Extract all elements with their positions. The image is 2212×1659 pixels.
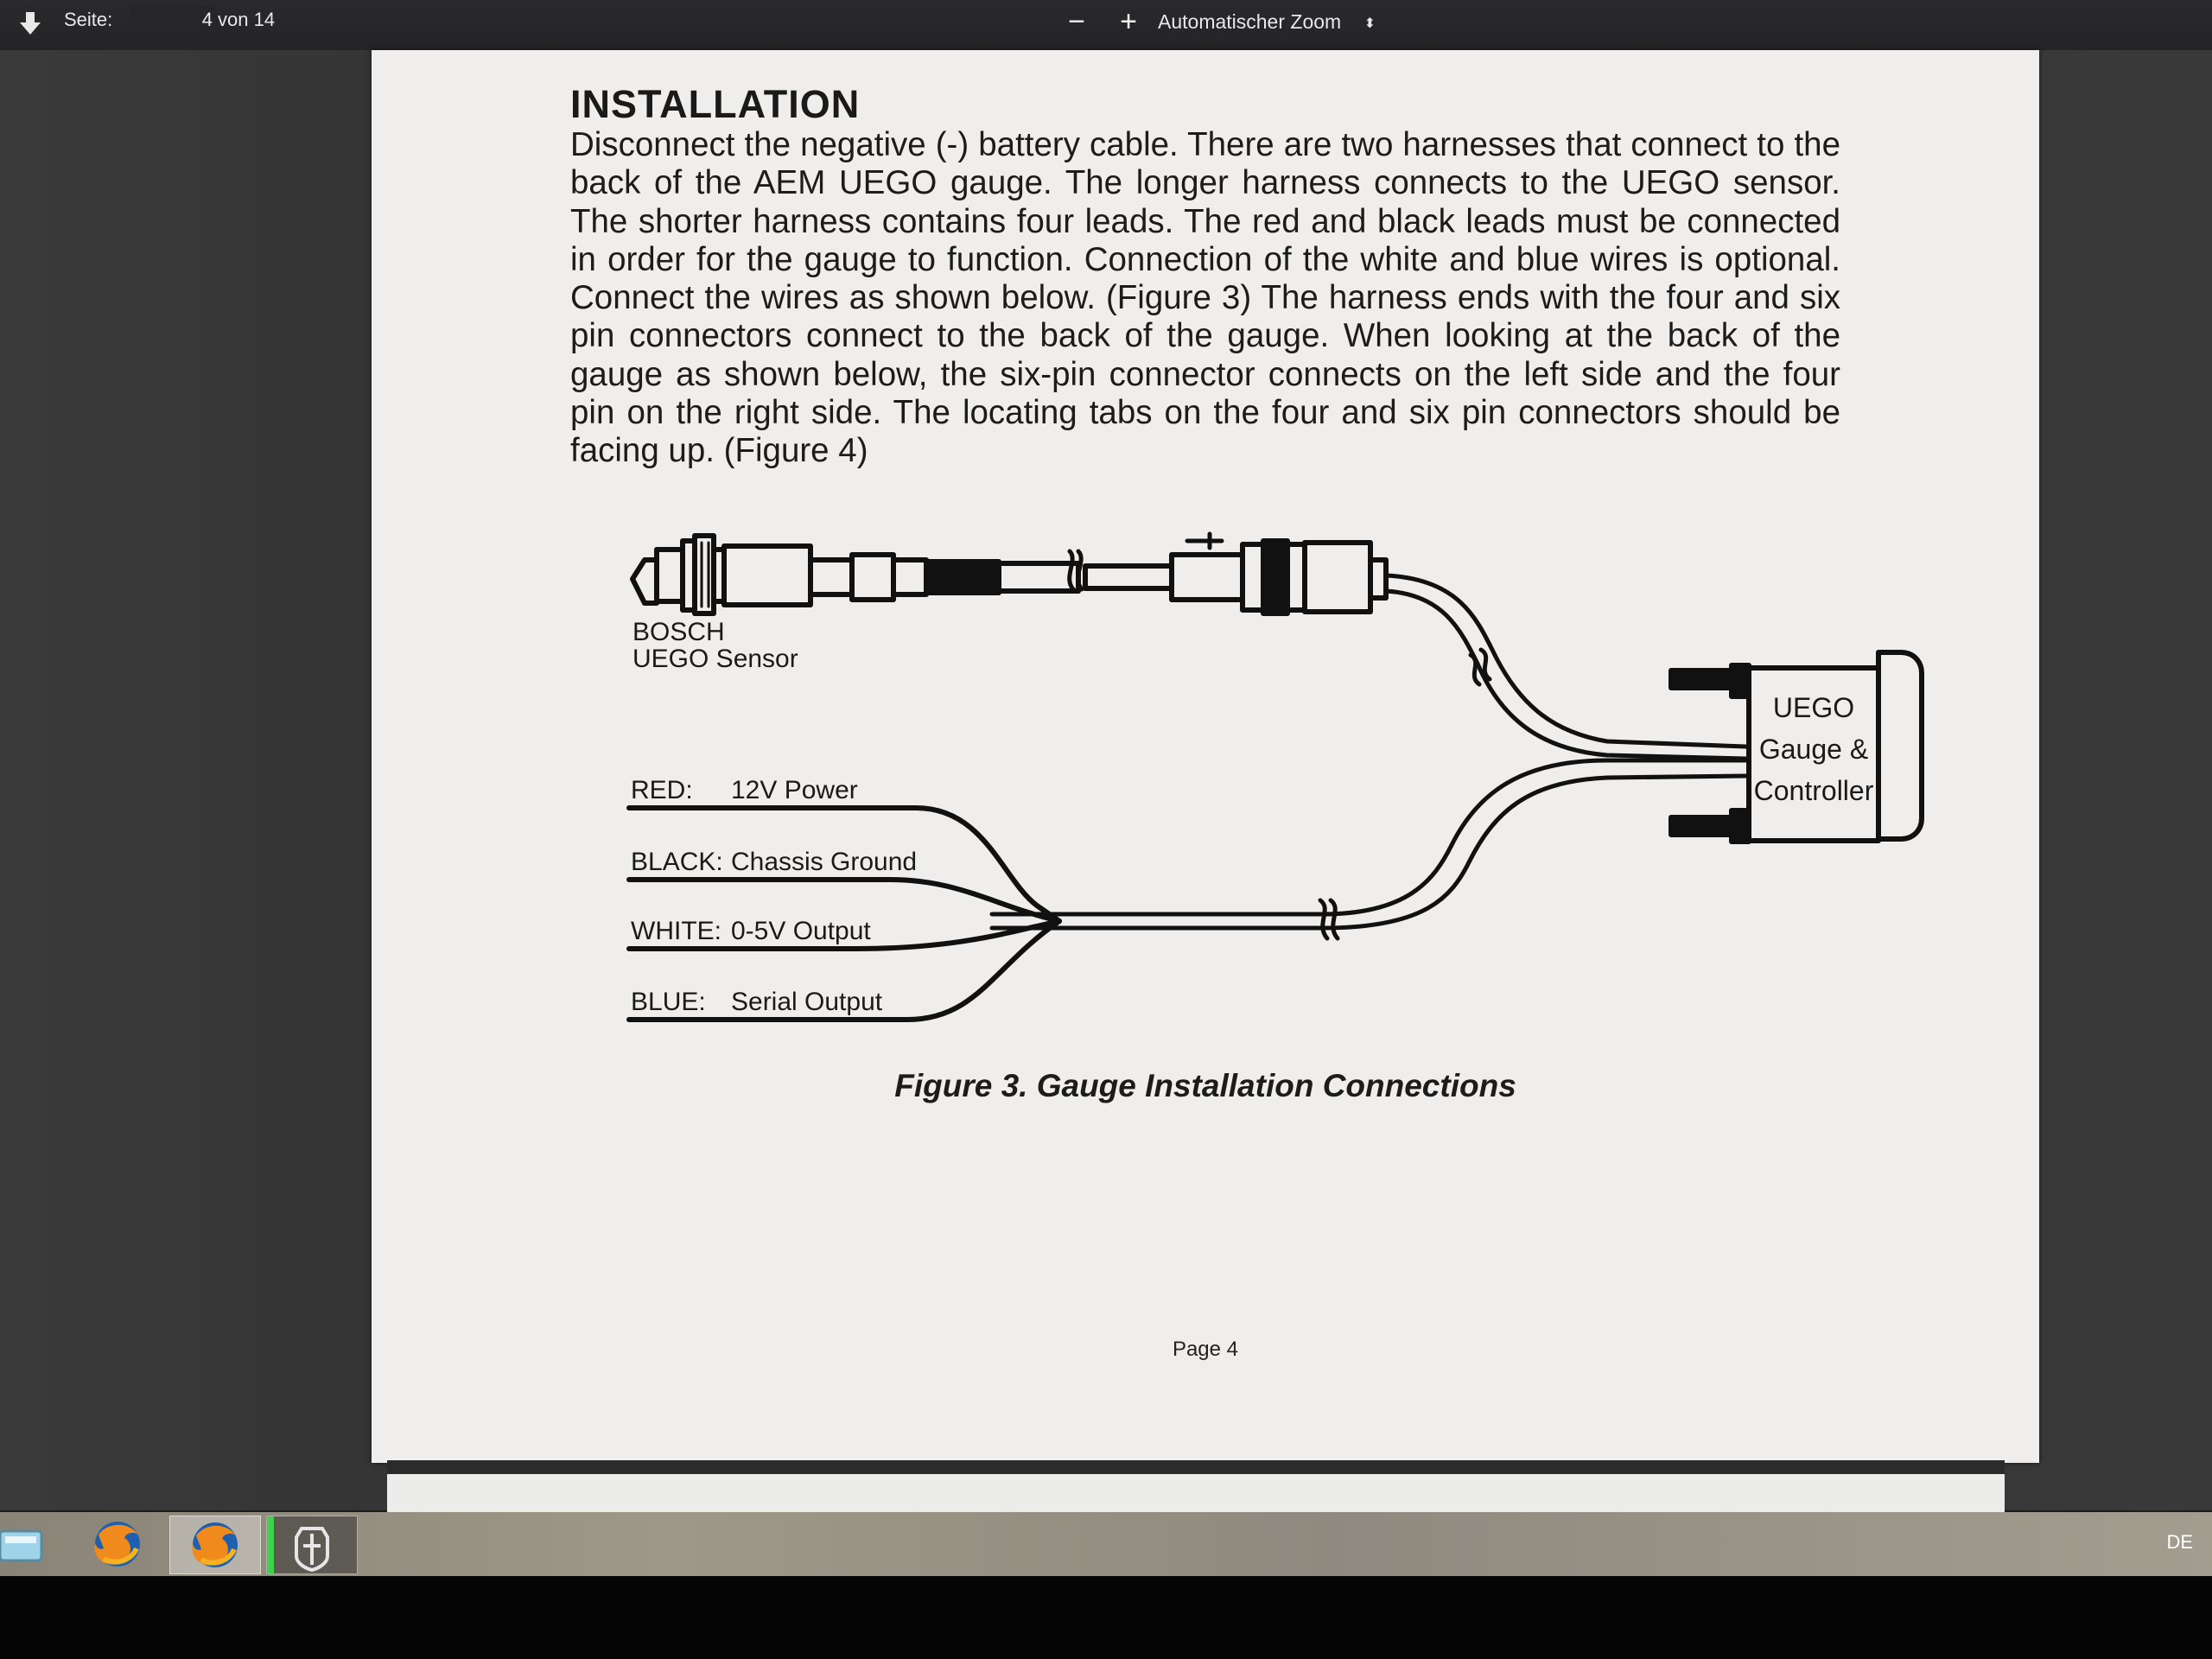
taskbar-app-firefox-active[interactable] bbox=[169, 1516, 261, 1574]
page-footer: Page 4 bbox=[1172, 1338, 1239, 1361]
body-paragraph: Disconnect the negative (-) battery cable. There are two harnesses that connect to the back of the AEM UEGO gauge. The longer harness connects to the UEGO sensor. The shorter harness contains four leads. The red and black leads must be connected in order for the gauge to function. Connection of the white and blue wires is optional. Connect the wires as shown below. (Figure 3) The harness ends with the four and six pin connectors connect to the back of the gauge. When looking at the back of the gauge as shown below, the six-pin connector connects on the left side and the four pin on the right side. The locating tabs on the four and six pin connectors should be facing up. (Figure 4) bbox=[570, 126, 1840, 470]
bosch-sensor-drawing bbox=[632, 534, 1386, 613]
firefox-icon bbox=[170, 1516, 260, 1573]
taskbar bbox=[0, 1512, 2212, 1576]
wire-black-color: BLACK: bbox=[631, 848, 723, 876]
taskbar-app-firefox[interactable] bbox=[73, 1516, 162, 1573]
wire-white-color: WHITE: bbox=[631, 917, 721, 945]
sensor-label-brand: BOSCH bbox=[632, 618, 725, 646]
language-indicator[interactable]: DE bbox=[2166, 1531, 2193, 1553]
zoom-out-button[interactable]: − bbox=[1068, 5, 1085, 38]
zoom-select[interactable] bbox=[1158, 10, 1376, 34]
wire-red-color: RED: bbox=[631, 776, 693, 804]
wire-red-function: 12V Power bbox=[731, 776, 858, 804]
gauge-label-1: UEGO bbox=[1772, 692, 1855, 723]
world-of-warships-icon bbox=[267, 1516, 357, 1573]
pdf-page bbox=[372, 50, 2039, 1463]
next-pdf-page bbox=[387, 1474, 2005, 1517]
pdf-viewer-toolbar bbox=[0, 0, 2212, 50]
wire-blue-color: BLUE: bbox=[631, 988, 706, 1016]
page-number-input[interactable] bbox=[130, 5, 218, 35]
wire-black-function: Chassis Ground bbox=[731, 848, 918, 876]
taskbar-app-warships[interactable] bbox=[266, 1516, 358, 1574]
sensor-harness bbox=[1386, 575, 1745, 759]
zoom-in-button[interactable]: + bbox=[1120, 5, 1137, 38]
wire-blue-function: Serial Output bbox=[731, 988, 883, 1016]
firefox-icon bbox=[73, 1516, 162, 1573]
running-indicator bbox=[267, 1516, 274, 1573]
section-title: INSTALLATION bbox=[570, 82, 861, 126]
page-divider bbox=[387, 1460, 2005, 1474]
show-desktop-icon[interactable] bbox=[0, 1522, 47, 1567]
wire-white-function: 0-5V Output bbox=[731, 917, 871, 945]
gauge-label-3: Controller bbox=[1753, 775, 1874, 806]
download-arrow-icon[interactable] bbox=[16, 9, 45, 38]
monitor-bezel bbox=[0, 1576, 2212, 1659]
figure-caption: Figure 3. Gauge Installation Connections bbox=[894, 1068, 1516, 1103]
power-harness bbox=[992, 760, 1745, 938]
wiring-diagram bbox=[372, 50, 2039, 1463]
gauge-label-2: Gauge & bbox=[1758, 734, 1869, 765]
select-arrows-icon: ⬍ bbox=[1363, 16, 1376, 31]
page-total: von 14 bbox=[218, 9, 276, 30]
zoom-select-value: Automatischer Zoom bbox=[1158, 10, 1342, 33]
page-label: Seite: bbox=[64, 9, 113, 30]
sensor-label-type: UEGO Sensor bbox=[632, 645, 798, 673]
